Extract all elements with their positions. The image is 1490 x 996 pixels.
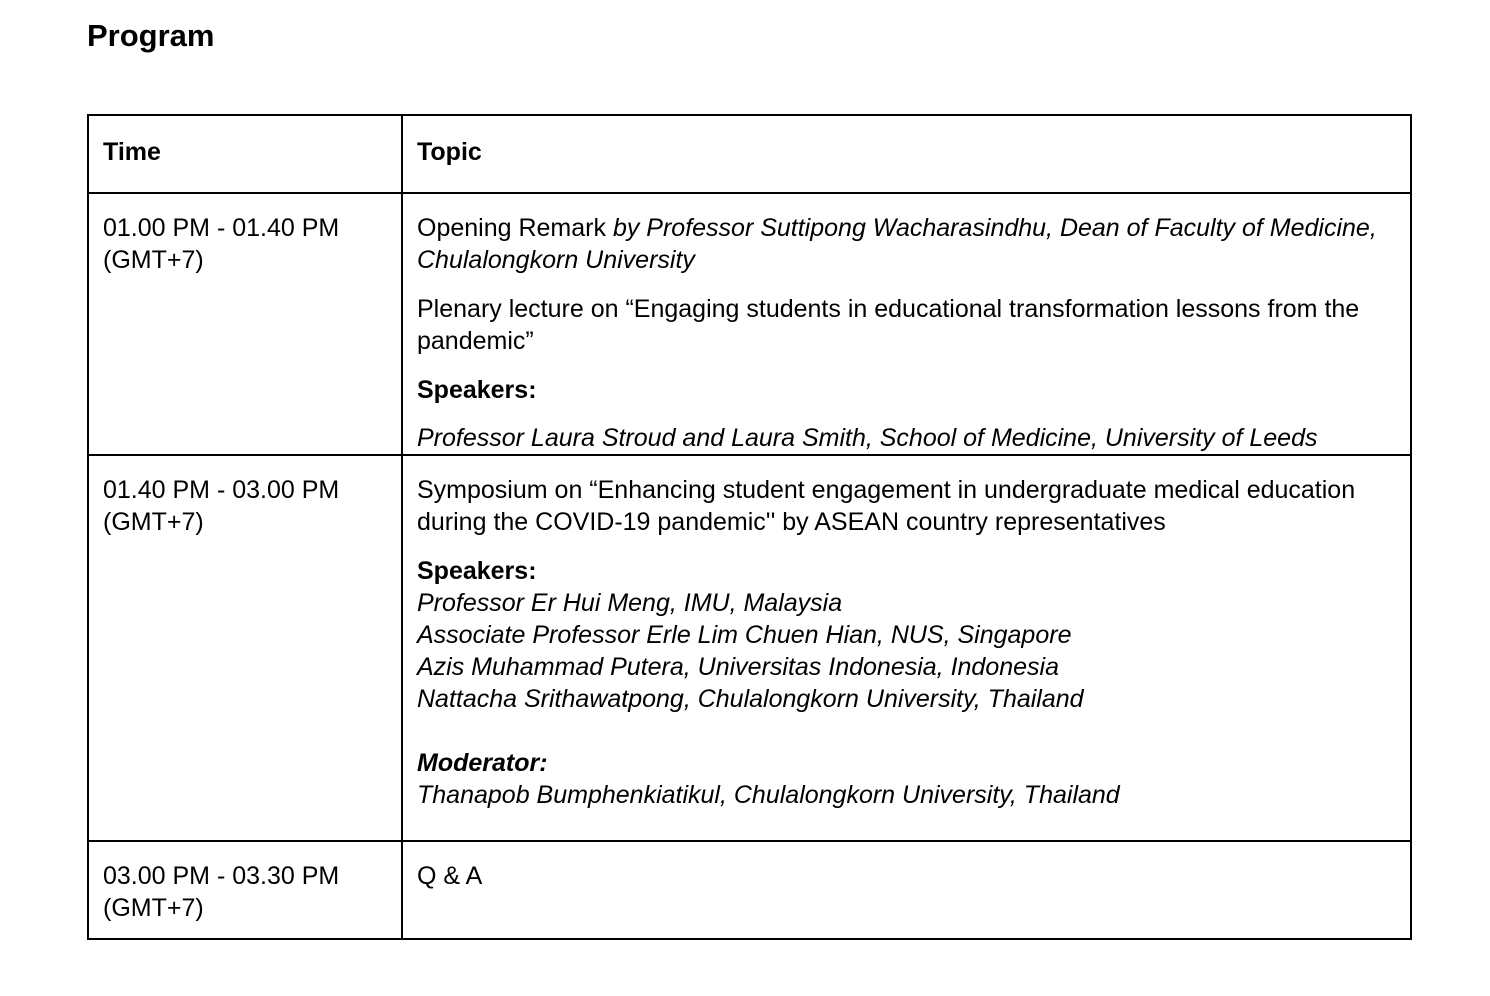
table-header-row [88, 115, 1411, 193]
symposium: Symposium on “Enhancing student engagement in undergraduate medical education during the COVID-19 pandemic'' by ASEAN country representatives [417, 476, 1356, 536]
opening-by: by Professor Suttipong Wacharasindhu, Dean of Faculty of Medicine, Chulalongkorn University [417, 214, 1377, 274]
speaker: Nattacha Srithawatpong, Chulalongkorn University, Thailand [417, 685, 1084, 713]
timezone: (GMT+7) [103, 246, 204, 274]
topic-cell [402, 455, 1411, 841]
speakers-label: Speakers: [417, 376, 537, 404]
opening-label: Opening Remark [417, 214, 613, 242]
time-cell [88, 455, 402, 841]
time-cell [88, 193, 402, 455]
time-range: 01.00 PM - 01.40 PM [103, 214, 340, 242]
topic-cell [402, 841, 1411, 939]
speaker: Azis Muhammad Putera, Universitas Indonesia, Indonesia [417, 653, 1059, 681]
program-table [87, 114, 1412, 940]
page-title: Program [87, 18, 215, 53]
qa: Q & A [417, 862, 483, 890]
header-time: Time [88, 115, 402, 193]
speakers-label: Speakers: [417, 557, 537, 585]
speakers: Professor Laura Stroud and Laura Smith, School of Medicine, University of Leeds [417, 424, 1318, 452]
speaker: Professor Er Hui Meng, IMU, Malaysia [417, 589, 843, 617]
header-topic: Topic [402, 115, 1411, 193]
time-range: 03.00 PM - 03.30 PM [103, 862, 340, 890]
speaker: Associate Professor Erle Lim Chuen Hian, NUS, Singapore [417, 621, 1072, 649]
moderator-label: Moderator: [417, 749, 548, 777]
table-row [88, 193, 1411, 455]
time-cell [88, 841, 402, 939]
timezone: (GMT+7) [103, 508, 204, 536]
moderator: Thanapob Bumphenkiatikul, Chulalongkorn University, Thailand [417, 781, 1120, 809]
table-row [88, 841, 1411, 939]
time-range: 01.40 PM - 03.00 PM [103, 476, 340, 504]
opening-remark [417, 212, 1396, 276]
topic-cell [402, 193, 1411, 455]
plenary-lecture: Plenary lecture on “Engaging students in educational transformation lessons from the pandemic” [417, 295, 1360, 355]
timezone: (GMT+7) [103, 894, 204, 922]
table-row [88, 455, 1411, 841]
